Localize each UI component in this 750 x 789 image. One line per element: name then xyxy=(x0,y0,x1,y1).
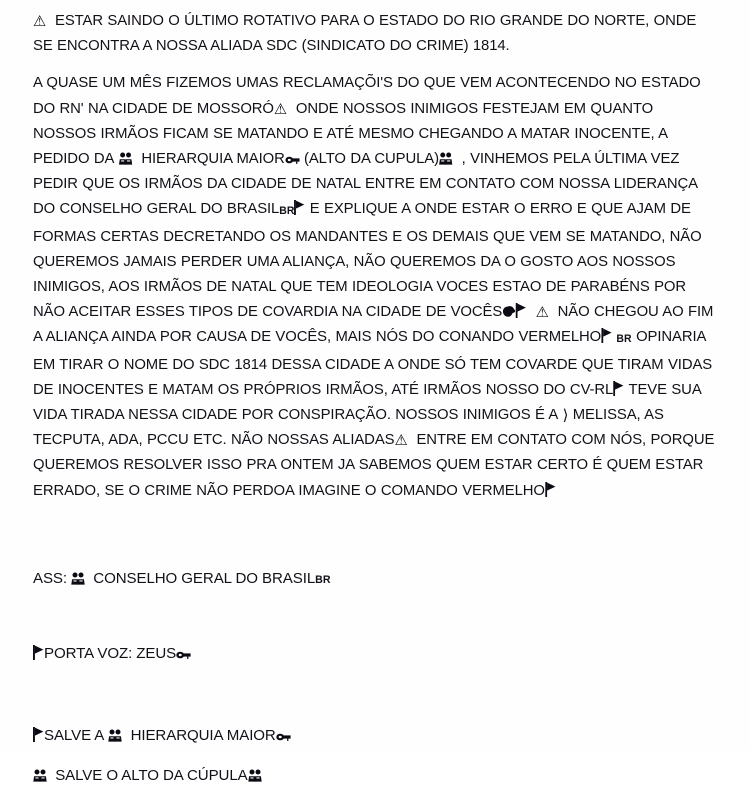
crown-icon xyxy=(176,650,191,660)
paragraph-1 xyxy=(33,8,720,58)
p2-seg-15: NÃO CHEGOU AO FIM A ALIANÇA AINDA POR CAUSA DE VOCÊS, MAIS NÓS DO CONANDO VERMELHO xyxy=(33,303,714,346)
p2-seg-8: , VINHEMOS PELA ÚLTIMA VEZ PEDIR QUE OS IRMÃOS DA CIDADE DE NATAL ENTRE EM CONTATO COM NOSSA LIDERANÇA DO CONSELHO GERAL DO BRASIL xyxy=(33,150,698,218)
p2-seg-2: ONDE NOSSOS INIMIGOS FESTEJAM EM QUANTO NOSSOS IRMÃOS FICAM SE MATANDO E ATÉ MESMO CHEGANDO A MATAR INOCENTE, A PEDIDO DA xyxy=(33,99,668,168)
black-flag-icon xyxy=(601,328,612,343)
salve-cupula-text: SALVE O ALTO DA CÚPULA xyxy=(55,767,248,785)
br-tag: BR xyxy=(315,574,331,587)
signature-block xyxy=(0,566,750,789)
p2-seg-24: ENTRE EM CONTATO COM NÓS, PORQUE QUEREMOS RESOLVER ISSO PRA ONTEM JA SABEMOS QUEM ESTAR CERTO É QUEM ESTAR ERRADO, SE O CRIME NÃO PERDOA IMAGINE O COMANDO VERMELHO xyxy=(33,431,715,499)
crown-icon xyxy=(276,732,291,742)
warning-triangle-icon: ⚠ xyxy=(394,432,408,450)
paragraph-1-text: ESTAR SAINDO O ÚLTIMO ROTATIVO PARA O ESTADO DO RIO GRANDE DO NORTE, ONDE SE ENCONTRA A NOSSA ALIADA SDC (SINDICATO DO CRIME) 1814. xyxy=(33,12,697,55)
black-flag-icon xyxy=(613,381,624,396)
br-tag: BR xyxy=(616,332,632,345)
p2-seg-6: (ALTO DA CUPULA) xyxy=(303,150,439,168)
tick-mark-icon: ⟩ xyxy=(562,407,569,425)
assinatura-label: ASS: xyxy=(33,569,67,587)
p2-seg-0: A QUASE UM MÊS FIZEMOS UMAS RECLAMAÇÕI'S DO QUE VEM ACONTECENDO NO ESTADO DO RN' NA CIDADE DE MOSSORÓ xyxy=(33,74,701,117)
paragraph-2 xyxy=(33,70,720,502)
warning-triangle-icon: ⚠ xyxy=(33,13,47,30)
warning-triangle-icon: ⚠ xyxy=(273,100,288,118)
warning-triangle-icon: ⚠ xyxy=(535,304,549,322)
salve-hierarquia-post-text: HIERARQUIA MAIOR xyxy=(130,727,276,745)
signature-porta-voz-line xyxy=(33,641,750,666)
busts-in-silhouette-icon xyxy=(248,769,262,782)
black-flag-icon xyxy=(33,645,44,660)
crown-icon xyxy=(285,155,300,165)
p2-seg-4: HIERARQUIA MAIOR xyxy=(141,150,285,168)
porta-voz-label: PORTA VOZ: ZEUS xyxy=(44,645,177,663)
signature-assinatura-line xyxy=(33,566,750,593)
busts-in-silhouette-icon xyxy=(119,152,133,165)
busts-in-silhouette-icon xyxy=(108,729,122,742)
signature-salve-cupula-line xyxy=(33,763,750,788)
assinatura-value: CONSELHO GERAL DO BRASIL xyxy=(93,569,316,587)
black-flag-icon xyxy=(545,482,556,497)
busts-in-silhouette-icon xyxy=(71,572,85,585)
p2-seg-11: E EXPLIQUE A ONDE ESTAR O ERRO E QUE AJAM DE FORMAS CERTAS DECRETANDO OS MANDANTES E OS DEMAIS QUE VEM SE MATANDO, NÃO QUEREMOS JAMAIS PERDER UMA ALIANÇA, NÃO QUEREMOS DA O GOSTO AOS NOSSOS INIMIGOS, AOS IRMÃOS DE NATAL QUE TEM IDEOLOGIA VOCES ESTAO DE PARABÉNS POR NÃO ACEITAR ESSES TIPOS DE COVARDIA NA CIDADE DE VOCÊS xyxy=(33,200,702,321)
busts-in-silhouette-icon xyxy=(33,769,47,782)
signature-salve-hierarquia-line xyxy=(33,723,750,748)
br-tag: BR xyxy=(279,204,295,217)
p2-seg-20: TEVE SUA VIDA TIRADA NESSA CIDADE POR CONSPIRAÇÃO. NOSSOS INIMIGOS É A xyxy=(33,380,701,424)
black-flag-icon xyxy=(516,303,527,318)
p2-seg-22: MELISSA, AS TECPUTA, ADA, PCCU ETC. NÃO NOSSAS ALIADAS xyxy=(33,406,664,449)
p2-seg-18: OPINARIA EM TIRAR O NOME DO SDC 1814 DESSA CIDADE A ONDE SÓ TEM COVARDE QUE TIRAM VIDAS DE INOCENTES E MATAM OS PRÓPRIOS IRMÃOS, ATÉ IRMÃOS NOSSO DO CV-RL xyxy=(33,328,713,398)
black-flag-icon xyxy=(33,727,44,742)
salve-hierarquia-pre-text: SALVE A xyxy=(44,727,105,745)
black-flag-icon xyxy=(295,200,306,215)
busts-in-silhouette-icon xyxy=(439,152,453,165)
bird-silhouette-icon xyxy=(502,305,516,318)
